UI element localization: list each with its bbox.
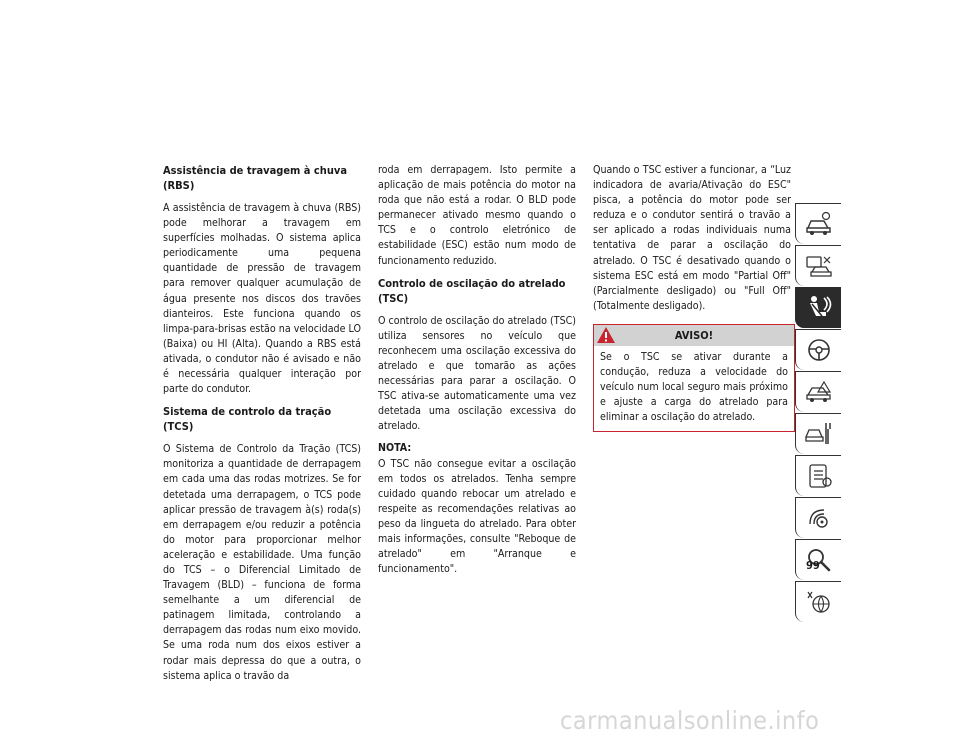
tab-car-service-tools[interactable] [795, 413, 841, 454]
warning-text: Se o TSC se ativar durante a condução, reduza a velocidade do veículo num local seguro mais próximo e ajuste a carga do atrelado para eliminar a oscilação do atrelado. [600, 350, 788, 424]
paragraph-tsc-operation: Quando o TSC estiver a funcionar, a “Luz indicadora de avaria/Ativação do ESC" pisca, a potência do motor pode ser reduza e o condutor sentirá o travão a ser aplicado a rodas individuais numa tentativa de parar a oscilação do atrelado. O TSC é desativado quando o sistema ESC está em modo "Partial Off" (Parcialmente desligado) ou "Full Off" (Totalmente desligado). [593, 164, 791, 312]
note [378, 441, 576, 577]
warning-triangle-icon [596, 326, 616, 344]
tab-car-signal[interactable] [795, 245, 841, 286]
car-service-tools-icon [804, 420, 834, 448]
warning-header [594, 325, 794, 346]
steering-wheel-icon [804, 336, 834, 364]
heading-tcs: Sistema de controlo da tração (TCS) [163, 405, 332, 434]
paragraph-tcs: O Sistema de Controlo da Tração (TCS) monitoriza a quantidade de derrapagem em cada uma das rodas motrizes. Se for detetada uma derrapagem, o TCS pode aplicar pressão de travagem à(s) roda(s) em derrapagem e/ou reduzir a potência do motor para proporcionar melhor aceleração e estabilidade. Uma função do TCS – o Diferencial Limitado de Travagem (BLD) – funciona de forma semelhante a um diferencial de patinagem limitada, controlando a derrapagem das rodas num eixo movido. Se uma roda num dos eixos estiver a rodar mais depressa do que a outra, o sistema aplica o travão da [163, 443, 361, 682]
car-dashboard-icon [804, 210, 834, 238]
warning-body [594, 346, 794, 431]
car-emergency-icon [804, 378, 834, 406]
maintenance-list-icon [804, 462, 834, 490]
tab-seatbelt-safety[interactable] [795, 287, 841, 328]
note-text: O TSC não consegue evitar a oscilação em todos os atrelados. Tenha sempre cuidado quando rebocar um atrelado e respeite as recomendações relativas ao peso da lingueta do atrelado. Para obter mais informações, consulte "Reboque de atrelado" em "Arranque e funcionamento". [378, 457, 576, 576]
heading-tsc: Controlo de oscilação do atrelado (TSC) [378, 276, 566, 305]
heading-rbs: Assistência de travagem à chuva (RBS) [163, 164, 348, 192]
text-column-1 [163, 163, 361, 691]
watermark: carmanualsonline.info [560, 706, 820, 735]
warning-title: AVISO! [674, 328, 714, 342]
tab-multimedia[interactable] [795, 497, 841, 538]
paragraph-rbs: A assistência de travagem à chuva (RBS) pode melhorar a travagem em superfícies molhadas. O sistema aplica periodicamente uma pequena quantidade de pressão de travagem para remover qualquer acumulação de água presente nos discos dos travões dianteiros. Este funciona quando os limpa-para-brisas estão na velocidade LO (Baixa) ou HI (Alta). Quando a RBS está ativada, o condutor não é avisado e não é necessária qualquer interação por parte do condutor. [163, 202, 361, 396]
car-signal-icon [804, 252, 834, 280]
paragraph-bld: roda em derrapagem. Isto permite a aplicação de mais potência do motor na roda que não está a rodar. O BLD pode permanecer ativado mesmo quando o TCS e o controlo eletrónico de estabilidade (ESC) estão num modo de funcionamento reduzido. [378, 164, 576, 267]
text-column-2 [378, 163, 576, 584]
tab-maintenance-list[interactable] [795, 455, 841, 496]
tab-car-emergency[interactable] [795, 371, 841, 412]
tab-steering-wheel[interactable] [795, 329, 841, 370]
warning-box [593, 324, 795, 432]
tab-car-dashboard[interactable] [795, 203, 841, 244]
tab-language[interactable] [795, 581, 841, 622]
multimedia-icon [804, 504, 834, 532]
paragraph-tsc: O controlo de oscilação do atrelado (TSC) utiliza sensores no veículo que reconhecem uma oscilação excessiva do atrelado e que tomarão as ações necessárias para parar a oscilação. O TSC ativa-se automaticamente uma vez detetada uma oscilação excessiva do atrelado. [378, 314, 576, 433]
text-column-3 [593, 163, 791, 432]
note-label: NOTA: [378, 442, 412, 455]
page-number: 99 [806, 559, 820, 572]
language-icon [804, 588, 834, 616]
seatbelt-safety-icon [804, 294, 834, 322]
